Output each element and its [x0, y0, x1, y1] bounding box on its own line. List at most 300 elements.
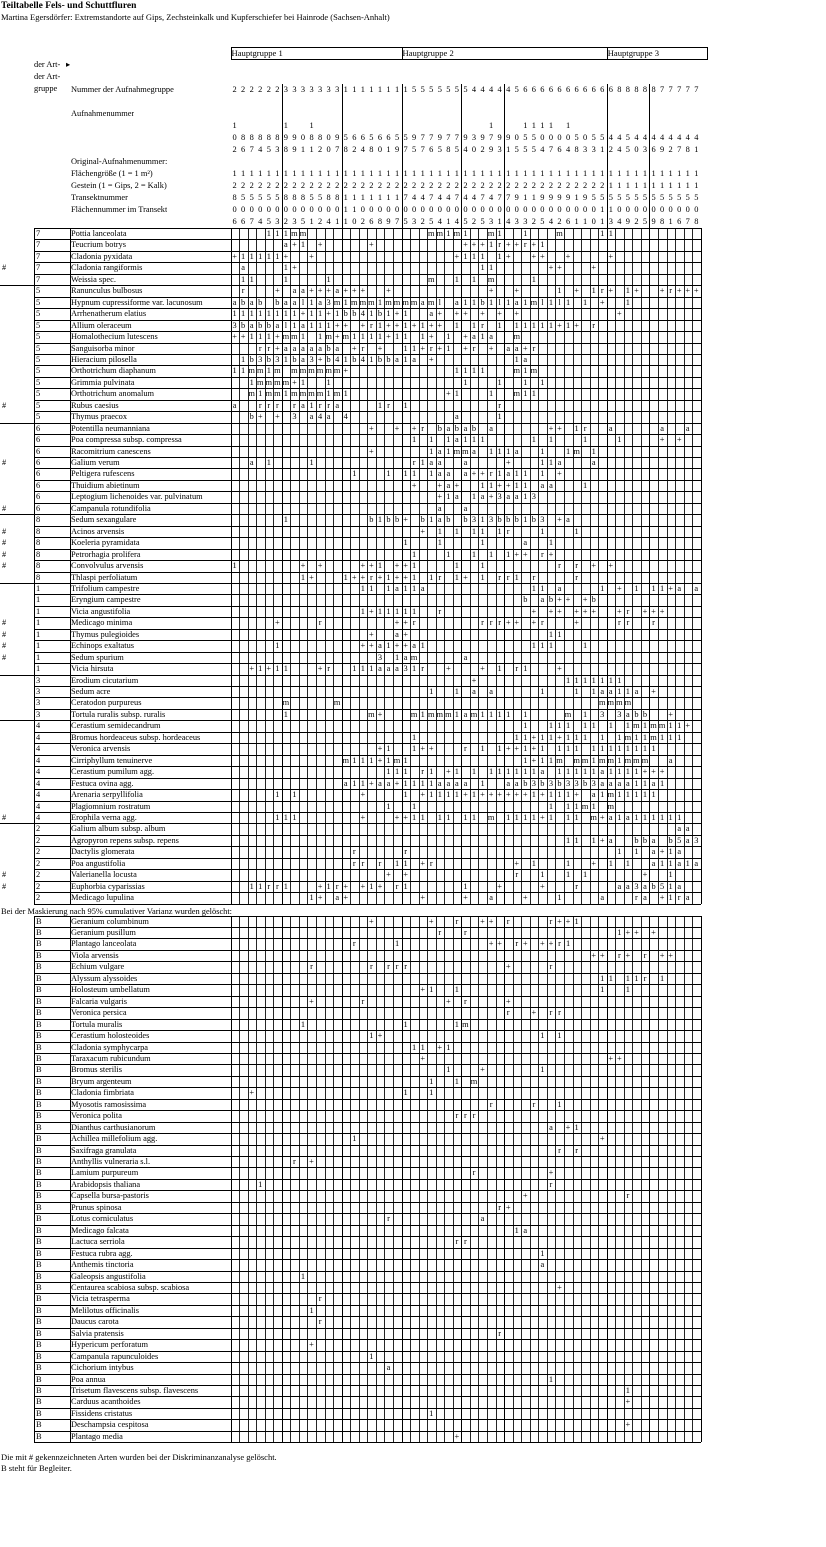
species-name: Sedum sexangulare	[71, 515, 137, 525]
species-name: Medicago lupulina	[71, 893, 135, 903]
header-value: 1	[694, 181, 699, 190]
header-value: 0	[318, 205, 323, 214]
header-value: 2	[437, 181, 442, 190]
cover-value: 1	[548, 435, 554, 445]
cover-value: +	[522, 1191, 528, 1201]
cover-value: 1	[249, 377, 254, 387]
grid-col-line	[393, 228, 394, 904]
cover-value: 1	[634, 812, 639, 822]
cover-value: 1	[266, 309, 271, 319]
cover-value: 1	[394, 332, 400, 342]
header-value: 0	[463, 205, 468, 214]
cover-value: l	[301, 297, 305, 307]
cover-value: +	[420, 858, 426, 868]
cover-value: +	[488, 286, 494, 296]
cover-value: a	[617, 881, 622, 891]
cover-value: 1	[497, 709, 502, 719]
cover-value: a	[463, 423, 468, 433]
cover-value: 1	[540, 870, 545, 880]
header-value: 1	[326, 169, 331, 178]
cover-value: 1	[531, 274, 536, 284]
cover-value: 1	[608, 767, 613, 777]
cover-value: 1	[583, 480, 588, 490]
grid-col-line	[684, 228, 685, 904]
cover-value: r	[498, 1328, 502, 1338]
cover-value: +	[514, 309, 520, 319]
cover-value: 1	[258, 389, 263, 399]
header-value: 5	[412, 145, 417, 154]
header-value: 1	[360, 193, 365, 202]
cover-value: 1	[540, 732, 545, 742]
header-value: 1	[369, 85, 374, 94]
species-name: Geranium pusillum	[71, 928, 136, 937]
cover-value: +	[420, 1053, 426, 1063]
header-value: 9	[548, 193, 554, 202]
cover-value: +	[274, 286, 280, 296]
cover-value: 1	[420, 778, 425, 788]
grid-col-line	[290, 228, 291, 904]
cover-value: +	[300, 561, 306, 571]
cover-value: +	[360, 641, 366, 651]
header-value: 4	[642, 133, 648, 142]
species-name: Thymus praecox	[71, 412, 128, 422]
header-value: 8	[249, 133, 254, 142]
grid-col-line	[248, 916, 249, 1443]
grid-col-line	[555, 228, 556, 904]
cover-value: 1	[565, 320, 571, 330]
species-name: Melilotus officinalis	[71, 1305, 140, 1315]
cover-value: +	[531, 606, 537, 616]
cover-value: m	[624, 755, 632, 765]
cover-value: 1	[574, 767, 579, 777]
cover-value: +	[394, 618, 400, 628]
cover-value: 3	[377, 652, 383, 662]
header-value: 4	[463, 193, 468, 202]
grid-col-line	[290, 916, 291, 1443]
cover-value: +	[351, 286, 357, 296]
species-group: 7	[36, 229, 41, 238]
cover-value: +	[514, 286, 520, 296]
header-value: 8	[232, 193, 237, 202]
grid-col-line	[299, 916, 300, 1443]
cover-value: +	[514, 858, 520, 868]
cover-value: a	[651, 835, 656, 845]
cover-value: a	[566, 515, 570, 525]
grid-col-line	[359, 916, 360, 1443]
header-value: 0	[283, 205, 288, 214]
cover-value: +	[343, 320, 349, 330]
species-group: B	[36, 1076, 42, 1086]
species-group: 6	[36, 446, 41, 456]
cover-value: 1	[497, 744, 502, 754]
species-name: Euphorbia cyparissias	[71, 881, 145, 891]
header-value: 1	[634, 181, 639, 190]
header-value: 1	[608, 169, 613, 178]
species-group: B	[36, 1397, 42, 1407]
cover-value: +	[505, 744, 511, 754]
cover-value: 1	[591, 835, 596, 845]
cover-value: +	[531, 618, 537, 628]
cover-value: r	[404, 962, 407, 972]
grid-col-line	[521, 228, 522, 904]
header-value: 0	[232, 205, 237, 214]
header-value: 9	[480, 133, 485, 142]
header-value: 7	[694, 85, 699, 94]
cover-value: +	[420, 893, 426, 903]
cover-value: a	[626, 881, 630, 891]
cover-value: 1	[258, 664, 263, 674]
header-value: 0	[300, 133, 306, 142]
cover-value: 1	[583, 870, 588, 880]
cover-value: a	[600, 687, 605, 696]
cover-value: r	[643, 973, 647, 983]
header-value: 4	[548, 217, 554, 226]
cover-value: 1	[471, 435, 477, 445]
cover-value: +	[505, 251, 511, 261]
species-group: 4	[36, 755, 41, 765]
cover-value: r	[489, 469, 493, 479]
header-value: 1	[386, 145, 391, 154]
header-value: 9	[283, 133, 288, 142]
header-value: 0	[292, 205, 297, 214]
cover-value: 1	[454, 274, 459, 284]
header-value: 3	[514, 217, 519, 226]
cover-value: a	[506, 778, 511, 788]
header-value: 2	[480, 145, 485, 154]
header-value: 9	[292, 145, 297, 154]
header-value: 3	[471, 133, 477, 142]
header-row-label: Original-Aufnahmenummer:	[71, 157, 168, 166]
header-value: 6	[369, 217, 374, 226]
cover-value: 1	[275, 229, 280, 238]
cover-value: 1	[668, 732, 673, 742]
cover-value: 1	[600, 583, 605, 593]
cover-value: 1	[617, 767, 622, 777]
cover-value: 1	[377, 561, 383, 571]
cover-value: m	[368, 709, 375, 719]
header-value: 2	[292, 181, 297, 190]
cover-value: a	[608, 687, 613, 696]
cover-value: b	[514, 515, 519, 525]
cover-value: 1	[642, 790, 648, 800]
species-group: B	[36, 1328, 42, 1338]
cover-value: +	[505, 1202, 511, 1212]
header-value: 8	[617, 85, 622, 94]
cover-value: +	[360, 881, 366, 891]
cover-value: +	[557, 732, 562, 742]
header-value: 5	[266, 145, 271, 154]
header-value: 0	[429, 205, 434, 214]
cover-value: +	[428, 320, 434, 330]
header-value: 4	[360, 145, 365, 154]
grid-col-line	[692, 916, 693, 1443]
cover-value: +	[565, 1122, 571, 1132]
cover-value: +	[608, 1053, 614, 1063]
header-value: 2	[266, 85, 271, 94]
cover-value: a	[455, 435, 459, 445]
deleted-mark: #	[2, 561, 7, 571]
cover-value: 1	[309, 893, 314, 903]
cover-value: a	[685, 835, 690, 845]
header-value: 2	[326, 181, 331, 190]
cover-value: +	[463, 893, 468, 903]
species-group: B	[36, 1225, 42, 1235]
header-value: 1	[523, 121, 528, 130]
cover-value: 1	[266, 332, 271, 342]
cover-value: 1	[574, 1122, 579, 1132]
cover-value: m	[342, 332, 349, 342]
cover-value: b	[454, 423, 459, 433]
cover-value: m	[513, 366, 520, 376]
cover-value: 1	[249, 309, 254, 319]
cover-value: 1	[480, 366, 485, 376]
cover-value: 1	[318, 332, 323, 342]
cover-value: 1	[668, 893, 673, 903]
cover-value: +	[403, 812, 408, 822]
cover-value: +	[403, 572, 408, 582]
header-value: 8	[574, 145, 579, 154]
header-value: 1	[583, 169, 588, 178]
species-name: Cerastium pumilum agg.	[71, 767, 155, 777]
header-value: 1	[489, 121, 494, 130]
header-value: 0	[523, 205, 528, 214]
header-value: 1	[446, 217, 451, 226]
deleted-mark: #	[2, 652, 7, 662]
header-value: 1	[625, 181, 630, 190]
header-value: 4	[463, 145, 468, 154]
header-value: 5	[523, 133, 528, 142]
header-value: 1	[506, 169, 511, 178]
header-value: 1	[292, 169, 297, 178]
cover-value: 1	[369, 664, 374, 674]
cover-value: r	[558, 1145, 561, 1155]
cover-value: a	[514, 297, 519, 307]
cover-value: r	[523, 240, 527, 250]
header-value: 1	[309, 121, 314, 130]
header-value: 3	[497, 145, 502, 154]
header-value: 7	[454, 193, 459, 202]
species-name: Plantago lanceolata	[71, 939, 137, 949]
header-value: 2	[275, 85, 280, 94]
header-value: 8	[318, 133, 323, 142]
species-group: B	[36, 1019, 42, 1029]
header-value: 7	[480, 193, 485, 202]
grid-col-line	[470, 916, 471, 1443]
cover-value: +	[334, 332, 340, 342]
cover-value: r	[617, 618, 621, 628]
species-group: 3	[36, 687, 41, 696]
cover-value: 1	[531, 583, 536, 593]
grid-col-line	[410, 228, 411, 904]
cover-value: r	[318, 1294, 322, 1304]
cover-value: r	[549, 1008, 553, 1018]
cover-value: r	[472, 1168, 476, 1178]
cover-value: 3	[232, 320, 237, 330]
cover-value: 1	[514, 572, 519, 582]
header-value: 4	[617, 145, 622, 154]
cover-value: 1	[651, 812, 656, 822]
name-col-line	[70, 228, 71, 904]
header-value: 1	[394, 169, 400, 178]
cover-value: 1	[437, 812, 442, 822]
cover-value: 3	[326, 297, 331, 307]
grid-col-line	[590, 916, 591, 1443]
cover-value: +	[377, 755, 383, 765]
cover-value: a	[437, 778, 442, 788]
cover-value: +	[505, 962, 511, 972]
cover-value: 1	[523, 515, 528, 525]
cover-value: 1	[283, 709, 288, 719]
cover-value: a	[472, 687, 476, 696]
header-value: 4	[506, 217, 511, 226]
header-value: 5	[531, 145, 536, 154]
cover-value: 1	[326, 881, 331, 891]
cover-value: m	[325, 366, 332, 376]
header-value: 0	[489, 205, 494, 214]
cover-value: +	[565, 595, 571, 605]
cover-value: 1	[591, 286, 596, 296]
cover-value: r	[592, 320, 596, 330]
cover-value: m	[598, 698, 606, 708]
species-name: Bromus sterilis	[71, 1065, 122, 1075]
cover-value: 1	[420, 1042, 425, 1052]
cover-value: a	[600, 893, 605, 903]
cover-value: m	[274, 377, 281, 387]
header-value: 8	[634, 85, 639, 94]
cover-value: 1	[489, 240, 494, 250]
grid-col-line	[555, 916, 556, 1443]
cover-value: m	[513, 389, 520, 399]
cover-value: 1	[471, 274, 477, 284]
header-value: 1	[523, 193, 528, 202]
species-group: 1	[36, 629, 41, 639]
cover-value: +	[394, 423, 400, 433]
cover-value: +	[403, 618, 408, 628]
cover-value: a	[395, 583, 399, 593]
cover-value: a	[540, 767, 545, 777]
cover-value: 1	[540, 755, 545, 765]
cover-value: r	[310, 962, 313, 972]
cover-value: m	[393, 297, 401, 307]
grid-col-line	[256, 228, 257, 904]
cover-value: a	[626, 778, 630, 788]
cover-value: 1	[574, 812, 579, 822]
cover-value: r	[464, 996, 467, 1006]
header-value: 5	[249, 193, 254, 202]
cover-value: b	[266, 354, 271, 364]
cover-value: m	[291, 229, 298, 238]
cover-value: +	[369, 916, 374, 926]
cover-value: 1	[557, 790, 562, 800]
cover-value: 1	[565, 732, 571, 742]
header-value: 1	[343, 169, 348, 178]
header-value: 2	[557, 217, 562, 226]
cover-value: 1	[600, 732, 605, 742]
header-value: 5	[642, 193, 648, 202]
header-value: 1	[557, 169, 562, 178]
cover-value: r	[429, 858, 433, 868]
cover-value: 1	[523, 366, 528, 376]
header-value: 5	[668, 193, 673, 202]
header-value: 2	[454, 181, 459, 190]
cover-value: 1	[283, 515, 288, 525]
header-value: 1	[386, 85, 391, 94]
cover-value: 1	[412, 572, 417, 582]
deleted-mark: #	[2, 881, 7, 891]
header-value: 5	[540, 217, 545, 226]
cover-value: a	[318, 297, 322, 307]
cover-value: a	[301, 286, 305, 296]
group-divider	[707, 47, 708, 60]
cover-value: +	[557, 664, 562, 674]
species-name: Koeleria pyramidata	[71, 538, 140, 548]
cover-value: r	[378, 858, 382, 868]
cover-value: a	[540, 480, 545, 490]
species-name: Cirriphyllum tenuinerve	[71, 755, 153, 765]
header-value: 5	[660, 193, 665, 202]
cover-value: 1	[420, 812, 425, 822]
header-value: 5	[275, 193, 280, 202]
cover-value: 1	[369, 583, 374, 593]
cover-value: 1	[412, 744, 417, 754]
header-value: 7	[249, 145, 254, 154]
cover-value: b	[642, 835, 648, 845]
cover-value: 1	[412, 561, 417, 571]
cover-value: 1	[642, 721, 648, 731]
header-value: 1	[685, 169, 690, 178]
grid-col-line	[342, 228, 343, 904]
grid-col-line	[402, 916, 403, 1443]
cover-value: 1	[463, 881, 468, 891]
cover-value: a	[232, 297, 237, 307]
cover-value: m	[265, 389, 273, 399]
header-value: 3	[489, 217, 494, 226]
cover-value: 1	[574, 732, 579, 742]
cover-value: a	[249, 297, 254, 307]
header-value: 5	[531, 133, 536, 142]
cover-value: +	[557, 606, 562, 616]
cover-value: a	[343, 778, 348, 788]
species-group: B	[36, 985, 42, 995]
header-value: 0	[565, 133, 571, 142]
header-value: 1	[523, 169, 528, 178]
header-value: 3	[300, 85, 306, 94]
cover-value: +	[557, 469, 562, 479]
group-col-divider	[282, 84, 283, 228]
cover-value: r	[429, 343, 433, 353]
cover-value: m	[427, 297, 435, 307]
cover-value: r	[558, 1008, 561, 1018]
species-group: 2	[36, 881, 41, 891]
cover-value: a	[335, 286, 340, 296]
species-group: 7	[36, 274, 41, 284]
cover-value: b	[275, 297, 280, 307]
cover-value: a	[335, 343, 340, 353]
deleted-mark: #	[2, 538, 7, 548]
header-value: 6	[600, 85, 605, 94]
species-name: Plagiomnium rostratum	[71, 801, 151, 811]
header-value: 1	[565, 169, 571, 178]
cover-value: 1	[497, 446, 502, 456]
grid-col-line	[231, 228, 232, 904]
grid-col-line	[333, 916, 334, 1443]
header-value: 5	[514, 85, 519, 94]
header-value: 0	[241, 205, 246, 214]
cover-value: 1	[668, 870, 673, 880]
cover-value: 1	[429, 469, 434, 479]
header-value: 1	[300, 145, 306, 154]
header-value: 6	[608, 85, 613, 94]
